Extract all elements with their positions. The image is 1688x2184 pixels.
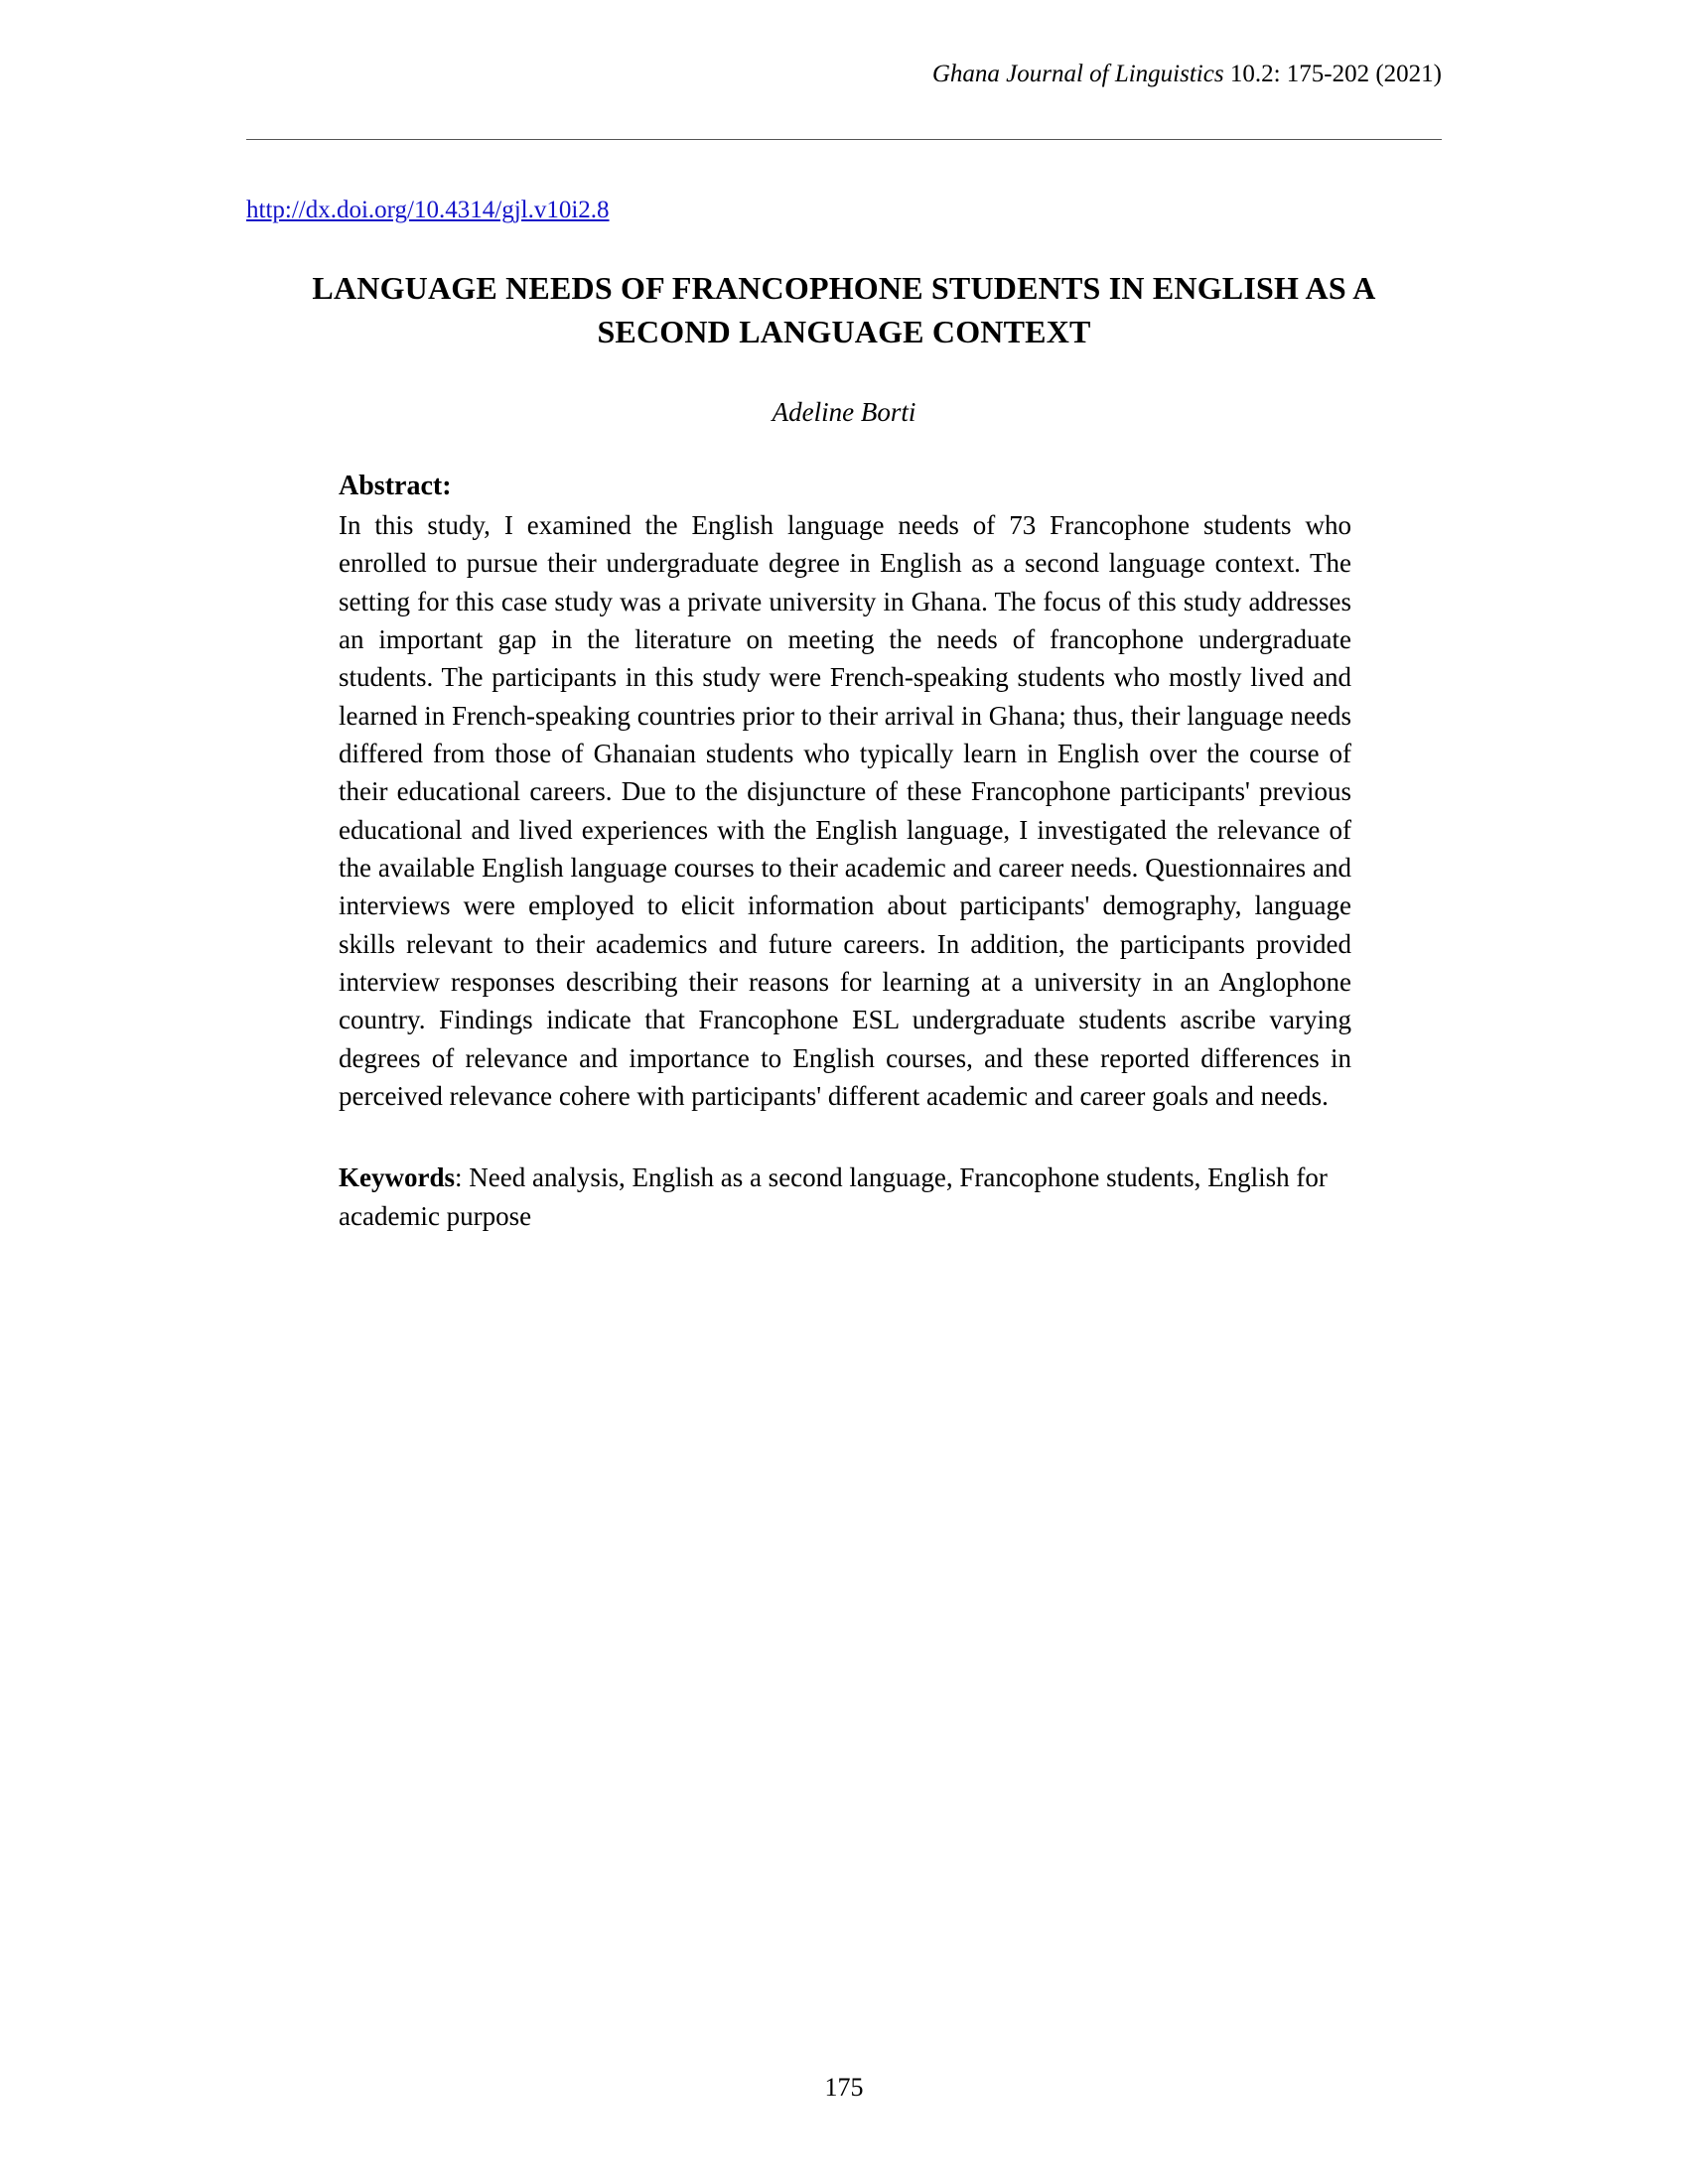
page-title: LANGUAGE NEEDS OF FRANCOPHONE STUDENTS IN ENGLISH AS A SECOND LANGUAGE CONTEXT bbox=[312, 270, 1376, 350]
author-name: Adeline Borti bbox=[772, 397, 916, 427]
doi-link[interactable]: http://dx.doi.org/10.4314/gjl.v10i2.8 bbox=[246, 197, 610, 223]
abstract-heading: Abstract: bbox=[339, 471, 452, 501]
keywords-line bbox=[339, 1159, 1351, 1235]
abstract-text: In this study, I examined the English language needs of 73 Francophone students who enrolled to pursue their undergraduate degree in English as a second language context. The setting for this case study was a private university in Ghana. The focus of this study addresses an important gap in the literature on meeting the needs of francophone undergraduate students. The participants in this study were French-speaking students who mostly lived and learned in French-speaking countries prior to their arrival in Ghana; thus, their language needs differed from those of Ghanaian students who typically learn in English over the course of their educational careers. Due to the disjuncture of these Francophone participants' previous educational and lived experiences with the English language, I investigated the relevance of the available English language courses to their academic and career needs. Questionnaires and interviews were employed to elicit information about participants' demography, language skills relevant to their academics and future careers. In addition, the participants provided interview responses describing their reasons for learning at a university in an Anglophone country. Findings indicate that Francophone ESL undergraduate students ascribe varying degrees of relevance and importance to English courses, and these reported differences in perceived relevance cohere with participants' different academic and career goals and needs. bbox=[339, 510, 1351, 1111]
page-number: 175 bbox=[824, 2073, 864, 2102]
keywords-label: Keywords bbox=[339, 1162, 455, 1193]
keywords-text: : Need analysis, English as a second language, Francophone students, English for academic purpose bbox=[339, 1162, 1328, 1231]
journal-title: Ghana Journal of Linguistics bbox=[931, 61, 1224, 87]
journal-issue-info: 10.2: 175-202 (2021) bbox=[1223, 61, 1442, 87]
running-header bbox=[246, 60, 1442, 89]
abstract-section bbox=[339, 471, 1351, 1235]
header-divider bbox=[246, 139, 1442, 140]
